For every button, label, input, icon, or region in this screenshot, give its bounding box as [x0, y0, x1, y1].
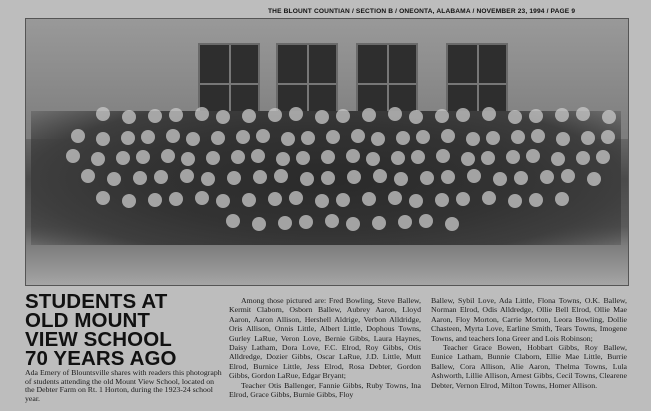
- names-paragraph: Teacher Grace Bowen, Hobbart Gibbs, Roy Ballew, Eunice Latham, Bunnie Claborn, Ellie Mae Little, Burrie Ballew, Cora Allison, Alie Aaron, Thelma Towns, Lula Ashworth, Lillie Allison, Arnest Gibbs, Cecil Towns, Clearene Debter, Vernon Elrod, Milton Towns, Homer Allison.: [431, 343, 627, 390]
- student-face: [456, 192, 470, 206]
- student-face: [445, 217, 459, 231]
- student-face: [596, 150, 610, 164]
- names-paragraph: Teacher Otis Ballenger, Fannie Gibbs, Ruby Towns, Ina Elrod, Grace Gibbs, Burnie Gibbs, Floy: [229, 380, 421, 400]
- student-face: [576, 151, 590, 165]
- student-face: [420, 171, 434, 185]
- student-face: [346, 149, 360, 163]
- headline-line: VIEW SCHOOL: [25, 328, 172, 351]
- student-face: [300, 172, 314, 186]
- student-face: [268, 192, 282, 206]
- student-face: [456, 108, 470, 122]
- student-face: [555, 108, 569, 122]
- article-column-2: [229, 296, 421, 399]
- student-face: [321, 171, 335, 185]
- student-face: [107, 172, 121, 186]
- student-face: [511, 130, 525, 144]
- student-face: [289, 107, 303, 121]
- student-face: [540, 170, 554, 184]
- student-face: [556, 132, 570, 146]
- student-face: [181, 152, 195, 166]
- student-face: [276, 152, 290, 166]
- student-face: [236, 130, 250, 144]
- student-face: [441, 129, 455, 143]
- student-face: [529, 109, 543, 123]
- student-face: [242, 109, 256, 123]
- student-face: [514, 171, 528, 185]
- student-face: [169, 192, 183, 206]
- student-face: [268, 108, 282, 122]
- student-face: [435, 193, 449, 207]
- student-face: [96, 132, 110, 146]
- student-face: [508, 194, 522, 208]
- student-face: [362, 192, 376, 206]
- student-face: [315, 194, 329, 208]
- student-face: [195, 191, 209, 205]
- student-face: [201, 172, 215, 186]
- student-face: [96, 107, 110, 121]
- student-face: [346, 217, 360, 231]
- student-face: [435, 109, 449, 123]
- student-face: [506, 150, 520, 164]
- article-headline: [25, 292, 215, 368]
- student-face: [481, 151, 495, 165]
- student-face: [296, 151, 310, 165]
- headline-line: OLD MOUNT: [25, 309, 151, 332]
- student-face: [253, 170, 267, 184]
- student-face: [289, 191, 303, 205]
- student-face: [71, 129, 85, 143]
- student-face: [231, 150, 245, 164]
- student-face: [486, 131, 500, 145]
- student-face: [551, 152, 565, 166]
- student-face: [122, 110, 136, 124]
- student-face: [91, 152, 105, 166]
- student-face: [601, 130, 615, 144]
- student-face: [531, 129, 545, 143]
- student-face: [252, 217, 266, 231]
- student-face: [461, 152, 475, 166]
- student-face: [409, 110, 423, 124]
- student-face: [169, 108, 183, 122]
- student-face: [122, 194, 136, 208]
- student-face: [325, 214, 339, 228]
- student-face: [96, 191, 110, 205]
- student-face: [371, 132, 385, 146]
- student-face: [148, 109, 162, 123]
- student-face: [216, 110, 230, 124]
- headline-line: STUDENTS AT: [25, 290, 168, 313]
- class-photograph: [25, 18, 629, 286]
- student-face: [315, 110, 329, 124]
- student-face: [242, 193, 256, 207]
- student-face: [136, 150, 150, 164]
- schoolyard-ground: [26, 245, 628, 285]
- student-face: [391, 151, 405, 165]
- student-face: [508, 110, 522, 124]
- student-face: [326, 130, 340, 144]
- student-face: [226, 214, 240, 228]
- student-face: [256, 129, 270, 143]
- names-paragraph: Among those pictured are: Fred Bowling, Steve Ballew, Kermit Claborn, Osborn Ballew, Aubrey Aaron, Lloyd Aaron, Aaron Allison, Hershell Aldrige, Verbon Alldridge, Oris Allison, Onnis Little, Albert Little, Dophous Towns, Gurley LaRue, Veron Love, Bernie Gibbs, Laura Haynes, Daisy Latham, Dora Love, F.C. Elrod, Roy Gibbs, Otis Alldredge, Dozier Gibbs, Oscar LaRue, J.D. Little, Mutt Elrod, Burnice Little, Jess Elrod, Rosa Debter, Gordon Gibbs, Gordon LaRue, Edgar Bryant;: [229, 296, 421, 381]
- student-face: [274, 169, 288, 183]
- student-face: [116, 151, 130, 165]
- student-face: [372, 216, 386, 230]
- student-face: [186, 132, 200, 146]
- student-face: [587, 172, 601, 186]
- student-face: [555, 192, 569, 206]
- student-face: [416, 130, 430, 144]
- student-face: [466, 132, 480, 146]
- article-column-3: [431, 296, 627, 390]
- headline-line: 70 YEARS AGO: [25, 347, 177, 370]
- student-face: [388, 191, 402, 205]
- student-face: [436, 149, 450, 163]
- student-face: [351, 129, 365, 143]
- student-face: [121, 131, 135, 145]
- student-face: [216, 194, 230, 208]
- student-face: [141, 130, 155, 144]
- student-face: [411, 150, 425, 164]
- photo-caption: Ada Emery of Blountsville shares with readers this photograph of students attending the old Mount View School, located on the Debter Farm on Rt. 1 Horton, during the 1923-24 school year.: [25, 368, 222, 403]
- student-face: [206, 151, 220, 165]
- student-face: [576, 107, 590, 121]
- student-face: [227, 171, 241, 185]
- student-face: [398, 215, 412, 229]
- student-face: [321, 150, 335, 164]
- student-face: [396, 131, 410, 145]
- student-face: [526, 149, 540, 163]
- student-face: [66, 149, 80, 163]
- student-face: [419, 214, 433, 228]
- student-face: [251, 149, 265, 163]
- student-face: [336, 109, 350, 123]
- student-face: [581, 131, 595, 145]
- student-face: [161, 149, 175, 163]
- student-face: [366, 152, 380, 166]
- student-face: [441, 170, 455, 184]
- student-face: [529, 193, 543, 207]
- student-face: [602, 110, 616, 124]
- student-face: [482, 191, 496, 205]
- student-face: [347, 170, 361, 184]
- student-face: [467, 169, 481, 183]
- student-face: [301, 131, 315, 145]
- student-face: [278, 216, 292, 230]
- student-face: [482, 107, 496, 121]
- newspaper-header: THE BLOUNT COUNTIAN / SECTION B / ONEONTA, ALABAMA / NOVEMBER 23, 1994 / PAGE 9: [268, 8, 576, 15]
- student-face: [336, 193, 350, 207]
- student-face: [409, 194, 423, 208]
- student-face: [81, 169, 95, 183]
- student-face: [148, 193, 162, 207]
- student-face: [154, 170, 168, 184]
- student-face: [561, 169, 575, 183]
- student-face: [373, 169, 387, 183]
- student-face: [281, 132, 295, 146]
- student-face: [180, 169, 194, 183]
- student-face: [394, 172, 408, 186]
- student-face: [493, 172, 507, 186]
- student-face: [299, 215, 313, 229]
- student-face: [195, 107, 209, 121]
- student-face: [133, 171, 147, 185]
- student-face: [166, 129, 180, 143]
- names-paragraph: Ballew, Sybil Love, Ada Little, Flona Towns, O.K. Ballew, Norman Elrod, Odis Alldredge, Ollie Bell Elrod, Ollie Mae Aaron, Floy Morton, Carrie Morton, Leora Bowling, Dollie Chasteen, Myrta Love, Earline Smith, Tears Towns, Imogene Towns, and teachers Iona Greer and Lois Robinson;: [431, 296, 627, 343]
- student-face: [211, 131, 225, 145]
- student-face: [388, 107, 402, 121]
- student-face: [362, 108, 376, 122]
